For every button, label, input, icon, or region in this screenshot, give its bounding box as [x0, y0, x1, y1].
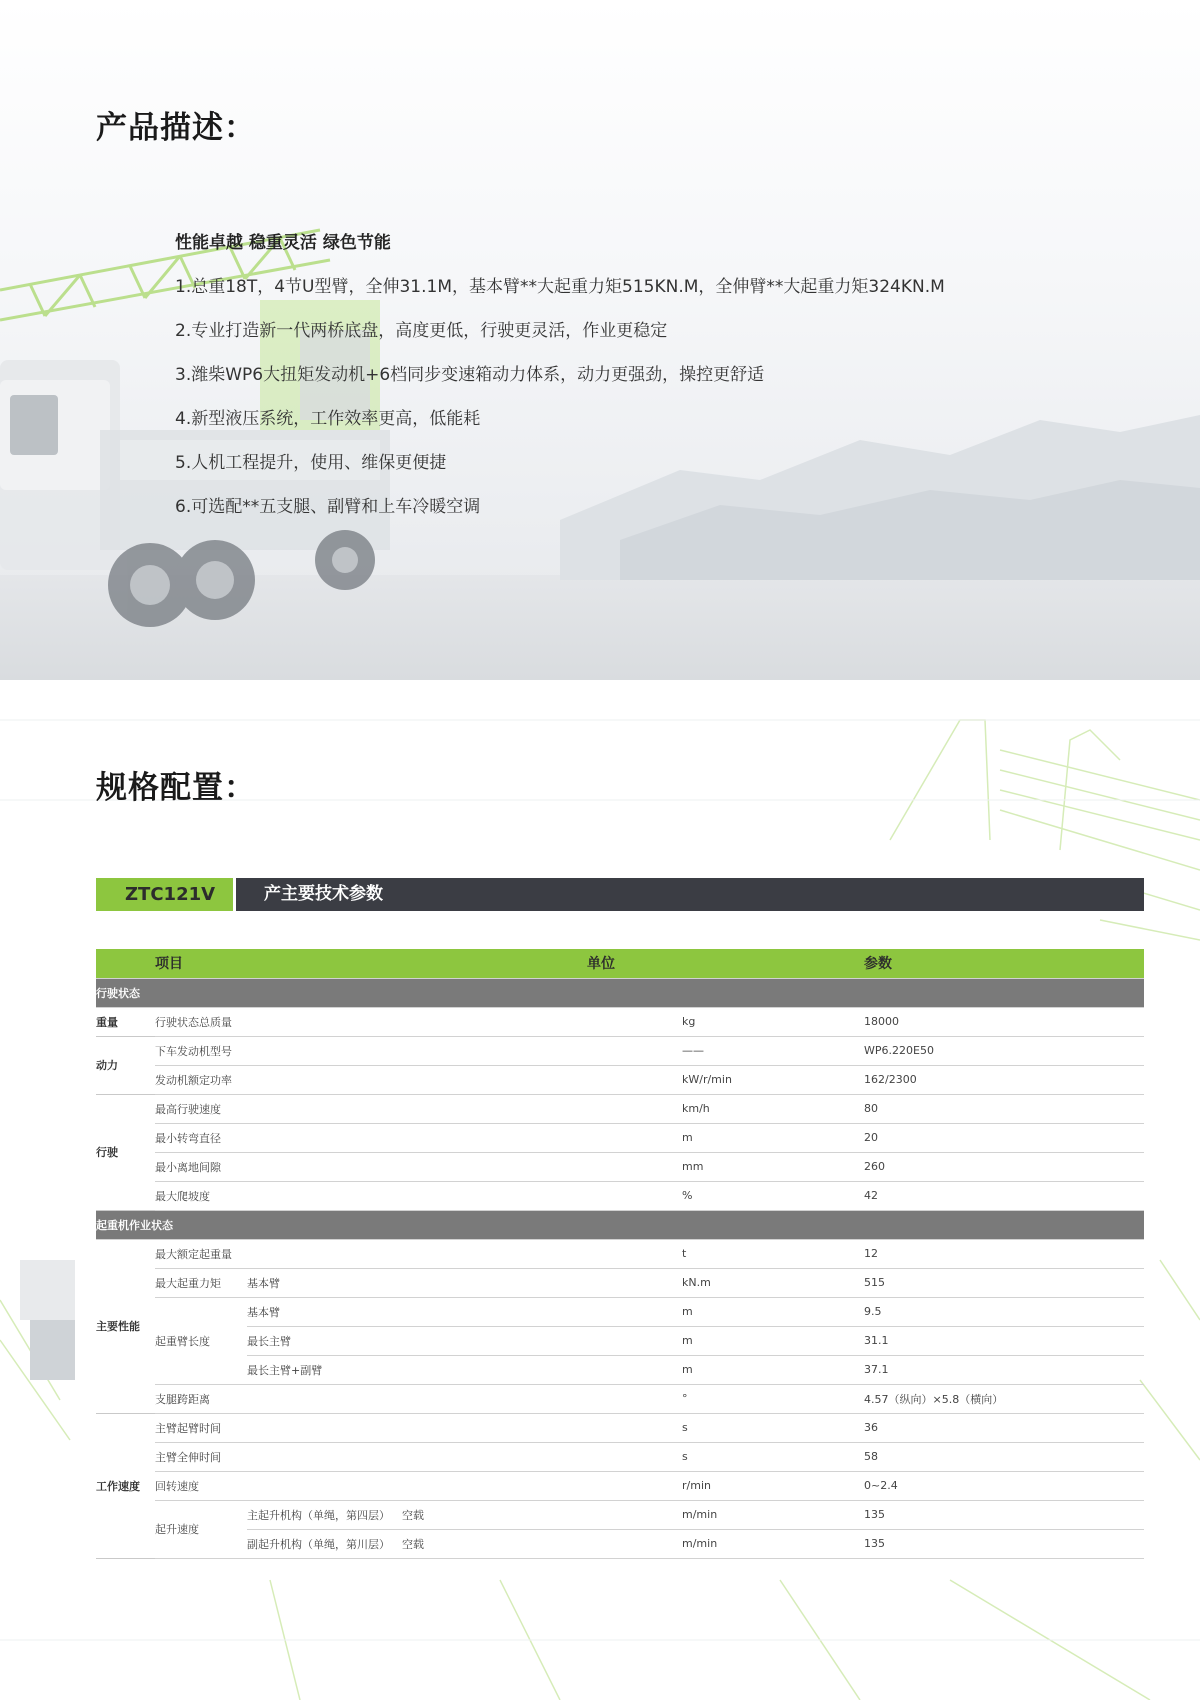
row-unit: m [682, 1123, 864, 1152]
table-row [96, 1181, 1144, 1210]
row-item: 最小离地间隙 [155, 1152, 682, 1181]
row-value: 36 [864, 1413, 1144, 1442]
row-value: 260 [864, 1152, 1144, 1181]
row-unit: m/min [682, 1529, 864, 1558]
row-unit: s [682, 1413, 864, 1442]
group-label: 起重臂长度 [155, 1297, 247, 1384]
section-label: 起重机作业状态 [96, 1210, 1144, 1239]
column-header-value: 参数 [864, 949, 1144, 978]
row-item: 最长主臂 [247, 1326, 682, 1355]
row-value: 9.5 [864, 1297, 1144, 1326]
section-row [96, 978, 1144, 1007]
row-item [247, 1529, 682, 1558]
category-label: 主要性能 [96, 1239, 155, 1413]
row-item: 最大爬坡度 [155, 1181, 682, 1210]
row-unit: ° [682, 1384, 864, 1413]
column-header-unit: 单位 [247, 949, 682, 978]
row-item: 最小转弯直径 [155, 1123, 682, 1152]
row-item: 最高行驶速度 [155, 1094, 682, 1123]
row-value: WP6.220E50 [864, 1036, 1144, 1065]
row-unit: kW/r/min [682, 1065, 864, 1094]
group-label: 最大起重力矩 [155, 1268, 247, 1297]
spec-panel [96, 878, 1144, 1559]
row-item: 主臂起臂时间 [155, 1413, 682, 1442]
row-value: 0~2.4 [864, 1471, 1144, 1500]
spec-header [96, 878, 1144, 911]
table-row [96, 1500, 1144, 1529]
table-row [96, 1529, 1144, 1558]
row-unit: —— [682, 1036, 864, 1065]
description-line: 6.可选配**五支腿、副臂和上车冷暖空调 [175, 497, 481, 517]
product-description [175, 232, 1055, 540]
row-value: 515 [864, 1268, 1144, 1297]
description-line: 3.潍柴WP6大扭矩发动机+6档同步变速箱动力体系，动力更强劲，操控更舒适 [175, 365, 765, 385]
row-value: 80 [864, 1094, 1144, 1123]
column-header-item: 项目 [155, 949, 247, 978]
table-row [96, 1471, 1144, 1500]
table-row [96, 1065, 1144, 1094]
row-unit: % [682, 1181, 864, 1210]
section-label: 行驶状态 [96, 978, 1144, 1007]
row-item-text: 副起升机构（单绳，第川层） [247, 1537, 390, 1551]
row-value: 18000 [864, 1007, 1144, 1036]
table-row [96, 1326, 1144, 1355]
table-row [96, 1094, 1144, 1123]
row-unit: m [682, 1355, 864, 1384]
table-row [96, 1152, 1144, 1181]
category-label: 工作速度 [96, 1413, 155, 1558]
row-unit: mm [682, 1152, 864, 1181]
row-value: 12 [864, 1239, 1144, 1268]
row-value: 37.1 [864, 1355, 1144, 1384]
row-item: 最长主臂+副臂 [247, 1355, 682, 1384]
row-item: 行驶状态总质量 [155, 1007, 682, 1036]
model-tab: ZTC121V [96, 878, 233, 911]
row-unit: s [682, 1442, 864, 1471]
specification-title: 规格配置： [96, 770, 256, 806]
description-line: 1.总重18T，4节U型臂，全伸31.1M，基本臂**大起重力矩515KN.M，全伸臂**大起重力矩324KN.M [175, 277, 945, 297]
table-row [96, 1239, 1144, 1268]
row-unit: m [682, 1326, 864, 1355]
table-row [96, 1355, 1144, 1384]
row-value: 162/2300 [864, 1065, 1144, 1094]
row-item-note: 空载 [402, 1537, 424, 1551]
row-value: 4.57（纵向）×5.8（横向） [864, 1384, 1144, 1413]
table-row [96, 1036, 1144, 1065]
table-header-row [96, 949, 1144, 978]
row-unit: r/min [682, 1471, 864, 1500]
row-item: 基本臂 [247, 1297, 682, 1326]
description-line: 4.新型液压系统，工作效率更高，低能耗 [175, 409, 481, 429]
category-label: 动力 [96, 1036, 155, 1094]
row-value: 31.1 [864, 1326, 1144, 1355]
row-item: 下车发动机型号 [155, 1036, 682, 1065]
row-unit: kN.m [682, 1268, 864, 1297]
parameter-table [96, 949, 1144, 1559]
row-item [247, 1500, 682, 1529]
table-row [96, 1268, 1144, 1297]
table-row [96, 1123, 1144, 1152]
row-unit: kg [682, 1007, 864, 1036]
row-value: 42 [864, 1181, 1144, 1210]
row-item-text: 主起升机构（单绳，第四层） [247, 1508, 390, 1522]
table-row [96, 1297, 1144, 1326]
description-line: 2.专业打造新一代两桥底盘，高度更低，行驶更灵活，作业更稳定 [175, 321, 668, 341]
row-item: 发动机额定功率 [155, 1065, 682, 1094]
section-row [96, 1210, 1144, 1239]
description-line: 5.人机工程提升，使用、维保更便捷 [175, 453, 447, 473]
group-label: 起升速度 [155, 1500, 247, 1558]
description-subtitle: 性能卓越 稳重灵活 绿色节能 [175, 233, 391, 253]
table-row [96, 1007, 1144, 1036]
row-value: 135 [864, 1500, 1144, 1529]
product-description-title: 产品描述： [96, 110, 256, 146]
table-row [96, 1384, 1144, 1413]
row-item: 基本臂 [247, 1268, 682, 1297]
row-item: 回转速度 [155, 1471, 682, 1500]
row-item: 主臂全伸时间 [155, 1442, 682, 1471]
table-row [96, 1413, 1144, 1442]
row-value: 135 [864, 1529, 1144, 1558]
category-label: 行驶 [96, 1094, 155, 1210]
row-unit: t [682, 1239, 864, 1268]
row-item-note: 空载 [402, 1508, 424, 1522]
row-item: 支腿跨距离 [155, 1384, 682, 1413]
table-row [96, 1442, 1144, 1471]
row-unit: m/min [682, 1500, 864, 1529]
row-unit: m [682, 1297, 864, 1326]
row-item: 最大额定起重量 [155, 1239, 682, 1268]
spec-header-title: 产主要技术参数 [236, 878, 1144, 911]
category-label: 重量 [96, 1007, 155, 1036]
row-value: 58 [864, 1442, 1144, 1471]
row-value: 20 [864, 1123, 1144, 1152]
row-unit: km/h [682, 1094, 864, 1123]
